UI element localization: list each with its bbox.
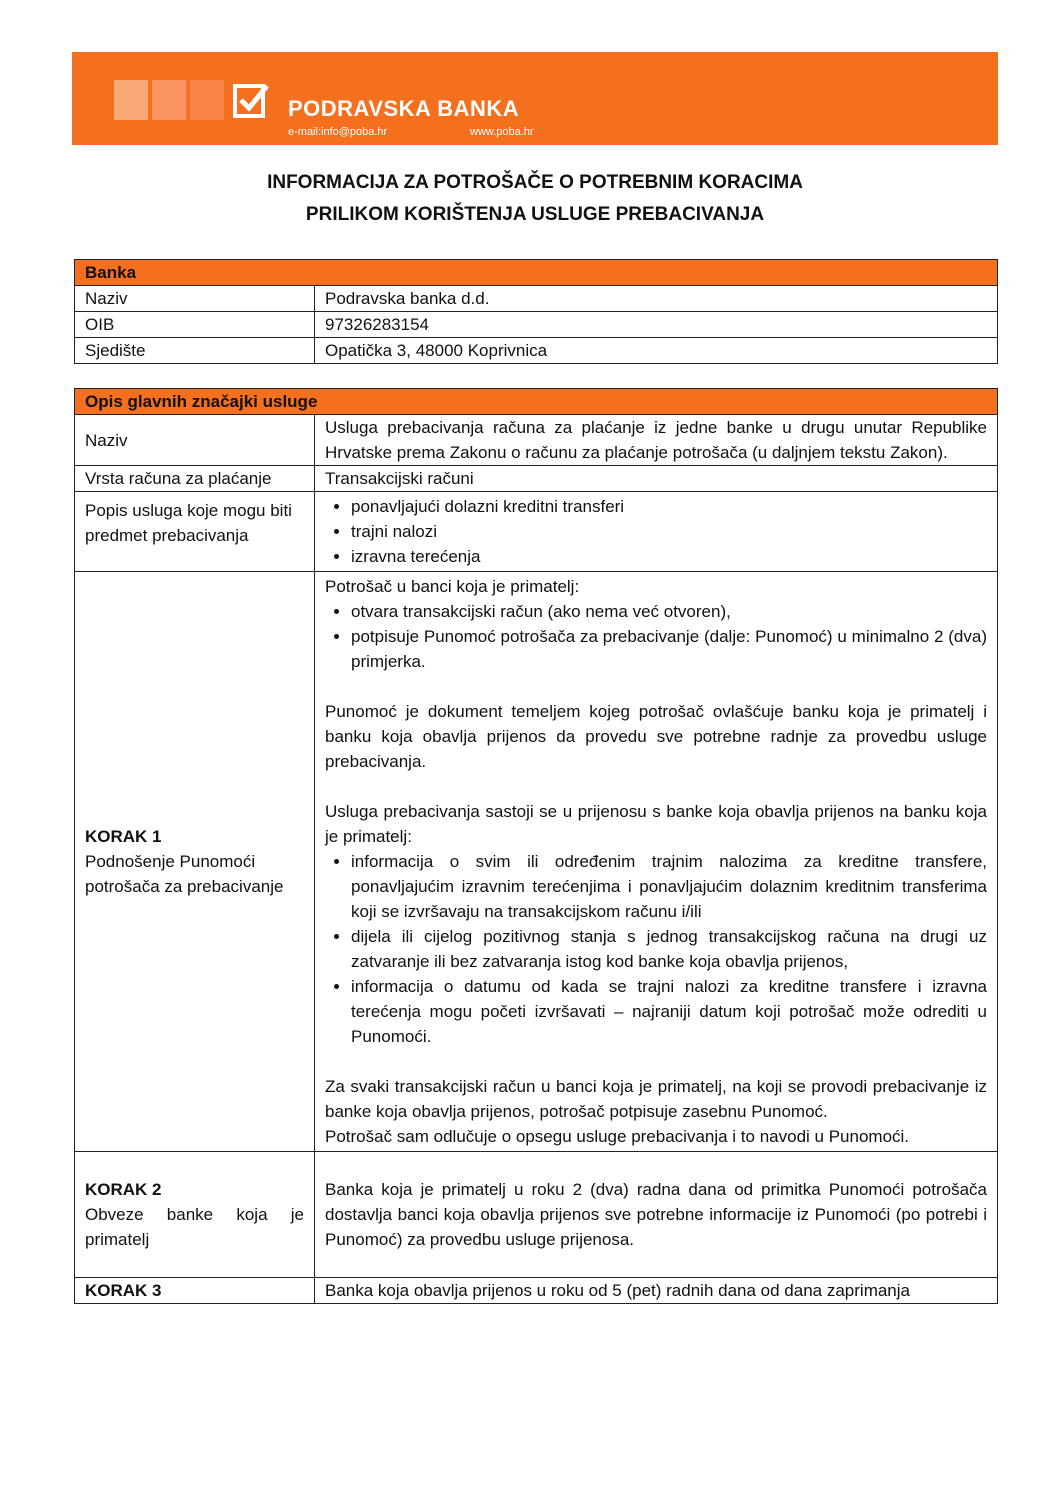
- table-row: [75, 572, 998, 1152]
- list-item: • informacija o datumu od kada se trajni nalozi za kreditne transfere i izravna terećenja mogu početi izvršavati – najraniji datum koji potrošač može odrediti u Punomoći.: [351, 974, 987, 1049]
- page-title-line-2: PRILIKOM KORIŠTENJA USLUGE PREBACIVANJA: [305, 204, 765, 225]
- table-row: [75, 466, 998, 492]
- step-label: [75, 572, 315, 1152]
- decorative-block: [190, 80, 224, 120]
- table-row: [75, 312, 998, 338]
- list-item: • otvara transakcijski račun (ako nema već otvoren),: [351, 599, 987, 624]
- page-title-line-1: INFORMACIJA ZA POTROŠAČE O POTREBNIM KORACIMA: [267, 172, 803, 193]
- row-label: Vrsta računa za plaćanje: [75, 466, 315, 492]
- row-label: Sjedište: [75, 338, 315, 364]
- bank-logo-icon: [233, 82, 269, 120]
- contact-email[interactable]: e-mail:info@poba.hr: [288, 126, 388, 138]
- paragraph: Punomoć je dokument temeljem kojeg potrošač ovlašćuje banku koja je primatelj i banku koja obavlja prijenos da provedu sve potrebne radnje za provedbu usluge prebacivanja.: [325, 702, 987, 771]
- step-intro: Potrošač u banci koja je primatelj:: [325, 577, 580, 596]
- bank-info-table: [74, 259, 998, 364]
- paragraph: Usluga prebacivanja sastoji se u prijenosu s banke koja obavlja prijenos na banku koja je primatelj:: [325, 802, 987, 846]
- list-item: • izravna terećenja: [351, 544, 987, 569]
- paragraph: Potrošač sam odlučuje o opsegu usluge prebacivanja i to navodi u Punomoći.: [325, 1127, 910, 1146]
- table-row: [75, 338, 998, 364]
- table-row: [75, 492, 998, 572]
- row-value: 97326283154: [315, 312, 998, 338]
- row-value: Opatička 3, 48000 Koprivnica: [315, 338, 998, 364]
- step-title: KORAK 2: [85, 1180, 162, 1199]
- row-value: Usluga prebacivanja računa za plaćanje iz jedne banke u drugu unutar Republike Hrvatske prema Zakonu o računu za plaćanje potrošača (u daljnjem tekstu Zakon).: [315, 415, 998, 466]
- table-row: [75, 286, 998, 312]
- step-content: [315, 572, 998, 1152]
- service-description-table: [74, 388, 998, 1304]
- step-list: [325, 599, 987, 674]
- step-title: KORAK 1: [85, 827, 162, 846]
- list-item: • potpisuje Punomoć potrošača za prebacivanje (dalje: Punomoć) u minimalno 2 (dva) primjerka.: [351, 624, 987, 674]
- step-content: Banka koja je primatelj u roku 2 (dva) radna dana od primitka Punomoći potrošača dostavlja banci koja obavlja prijenos sve potrebne informacije iz Punomoći (po potrebi i Punomoć) za provedbu usluge prijenosa.: [315, 1152, 998, 1278]
- step-subtitle: Obveze banke koja je primatelj: [85, 1205, 304, 1249]
- brand-name: PODRAVSKA BANKA: [288, 96, 520, 121]
- table-heading: Banka: [75, 260, 998, 286]
- service-list: [325, 494, 987, 569]
- row-value: Transakcijski računi: [315, 466, 998, 492]
- list-item: • ponavljajući dolazni kreditni transferi: [351, 494, 987, 519]
- row-value: [315, 492, 998, 572]
- paragraph: Za svaki transakcijski račun u banci koja je primatelj, na koji se provodi prebacivanje iz banke koja obavlja prijenos, potrošač potpisuje zasebnu Punomoć.: [325, 1077, 987, 1121]
- row-value: Podravska banka d.d.: [315, 286, 998, 312]
- list-item: • informacija o svim ili određenim trajnim nalozima za kreditne transfere, ponavljajućim izravnim terećenjima i ponavljajućim dolaznim kreditnim transferima koji se izvršavaju na transakcijskom računu i/ili: [351, 849, 987, 924]
- decorative-block: [114, 80, 148, 120]
- list-item: • dijela ili cijelog pozitivnog stanja s jednog transakcijskog računa na drugi uz zatvaranje ili bez zatvaranja istog kod banke koja obavlja prijenos,: [351, 924, 987, 974]
- row-label: OIB: [75, 312, 315, 338]
- row-label: Naziv: [75, 286, 315, 312]
- step-label: [75, 1152, 315, 1278]
- table-row: [75, 1152, 998, 1278]
- header-banner: [72, 52, 998, 145]
- row-label: Naziv: [75, 415, 315, 466]
- table-row: [75, 415, 998, 466]
- table-row: [75, 1278, 998, 1304]
- decorative-block: [152, 80, 186, 120]
- transfer-list: [325, 849, 987, 1049]
- step-content: Banka koja obavlja prijenos u roku od 5 (pet) radnih dana od dana zaprimanja: [315, 1278, 998, 1304]
- row-label: Popis usluga koje mogu biti predmet prebacivanja: [75, 492, 315, 572]
- step-subtitle: Podnošenje Punomoći potrošača za prebacivanje: [85, 852, 284, 896]
- list-item: • trajni nalozi: [351, 519, 987, 544]
- table-heading: Opis glavnih značajki usluge: [75, 389, 998, 415]
- contact-website[interactable]: www.poba.hr: [470, 126, 534, 138]
- step-title: KORAK 3: [75, 1278, 315, 1304]
